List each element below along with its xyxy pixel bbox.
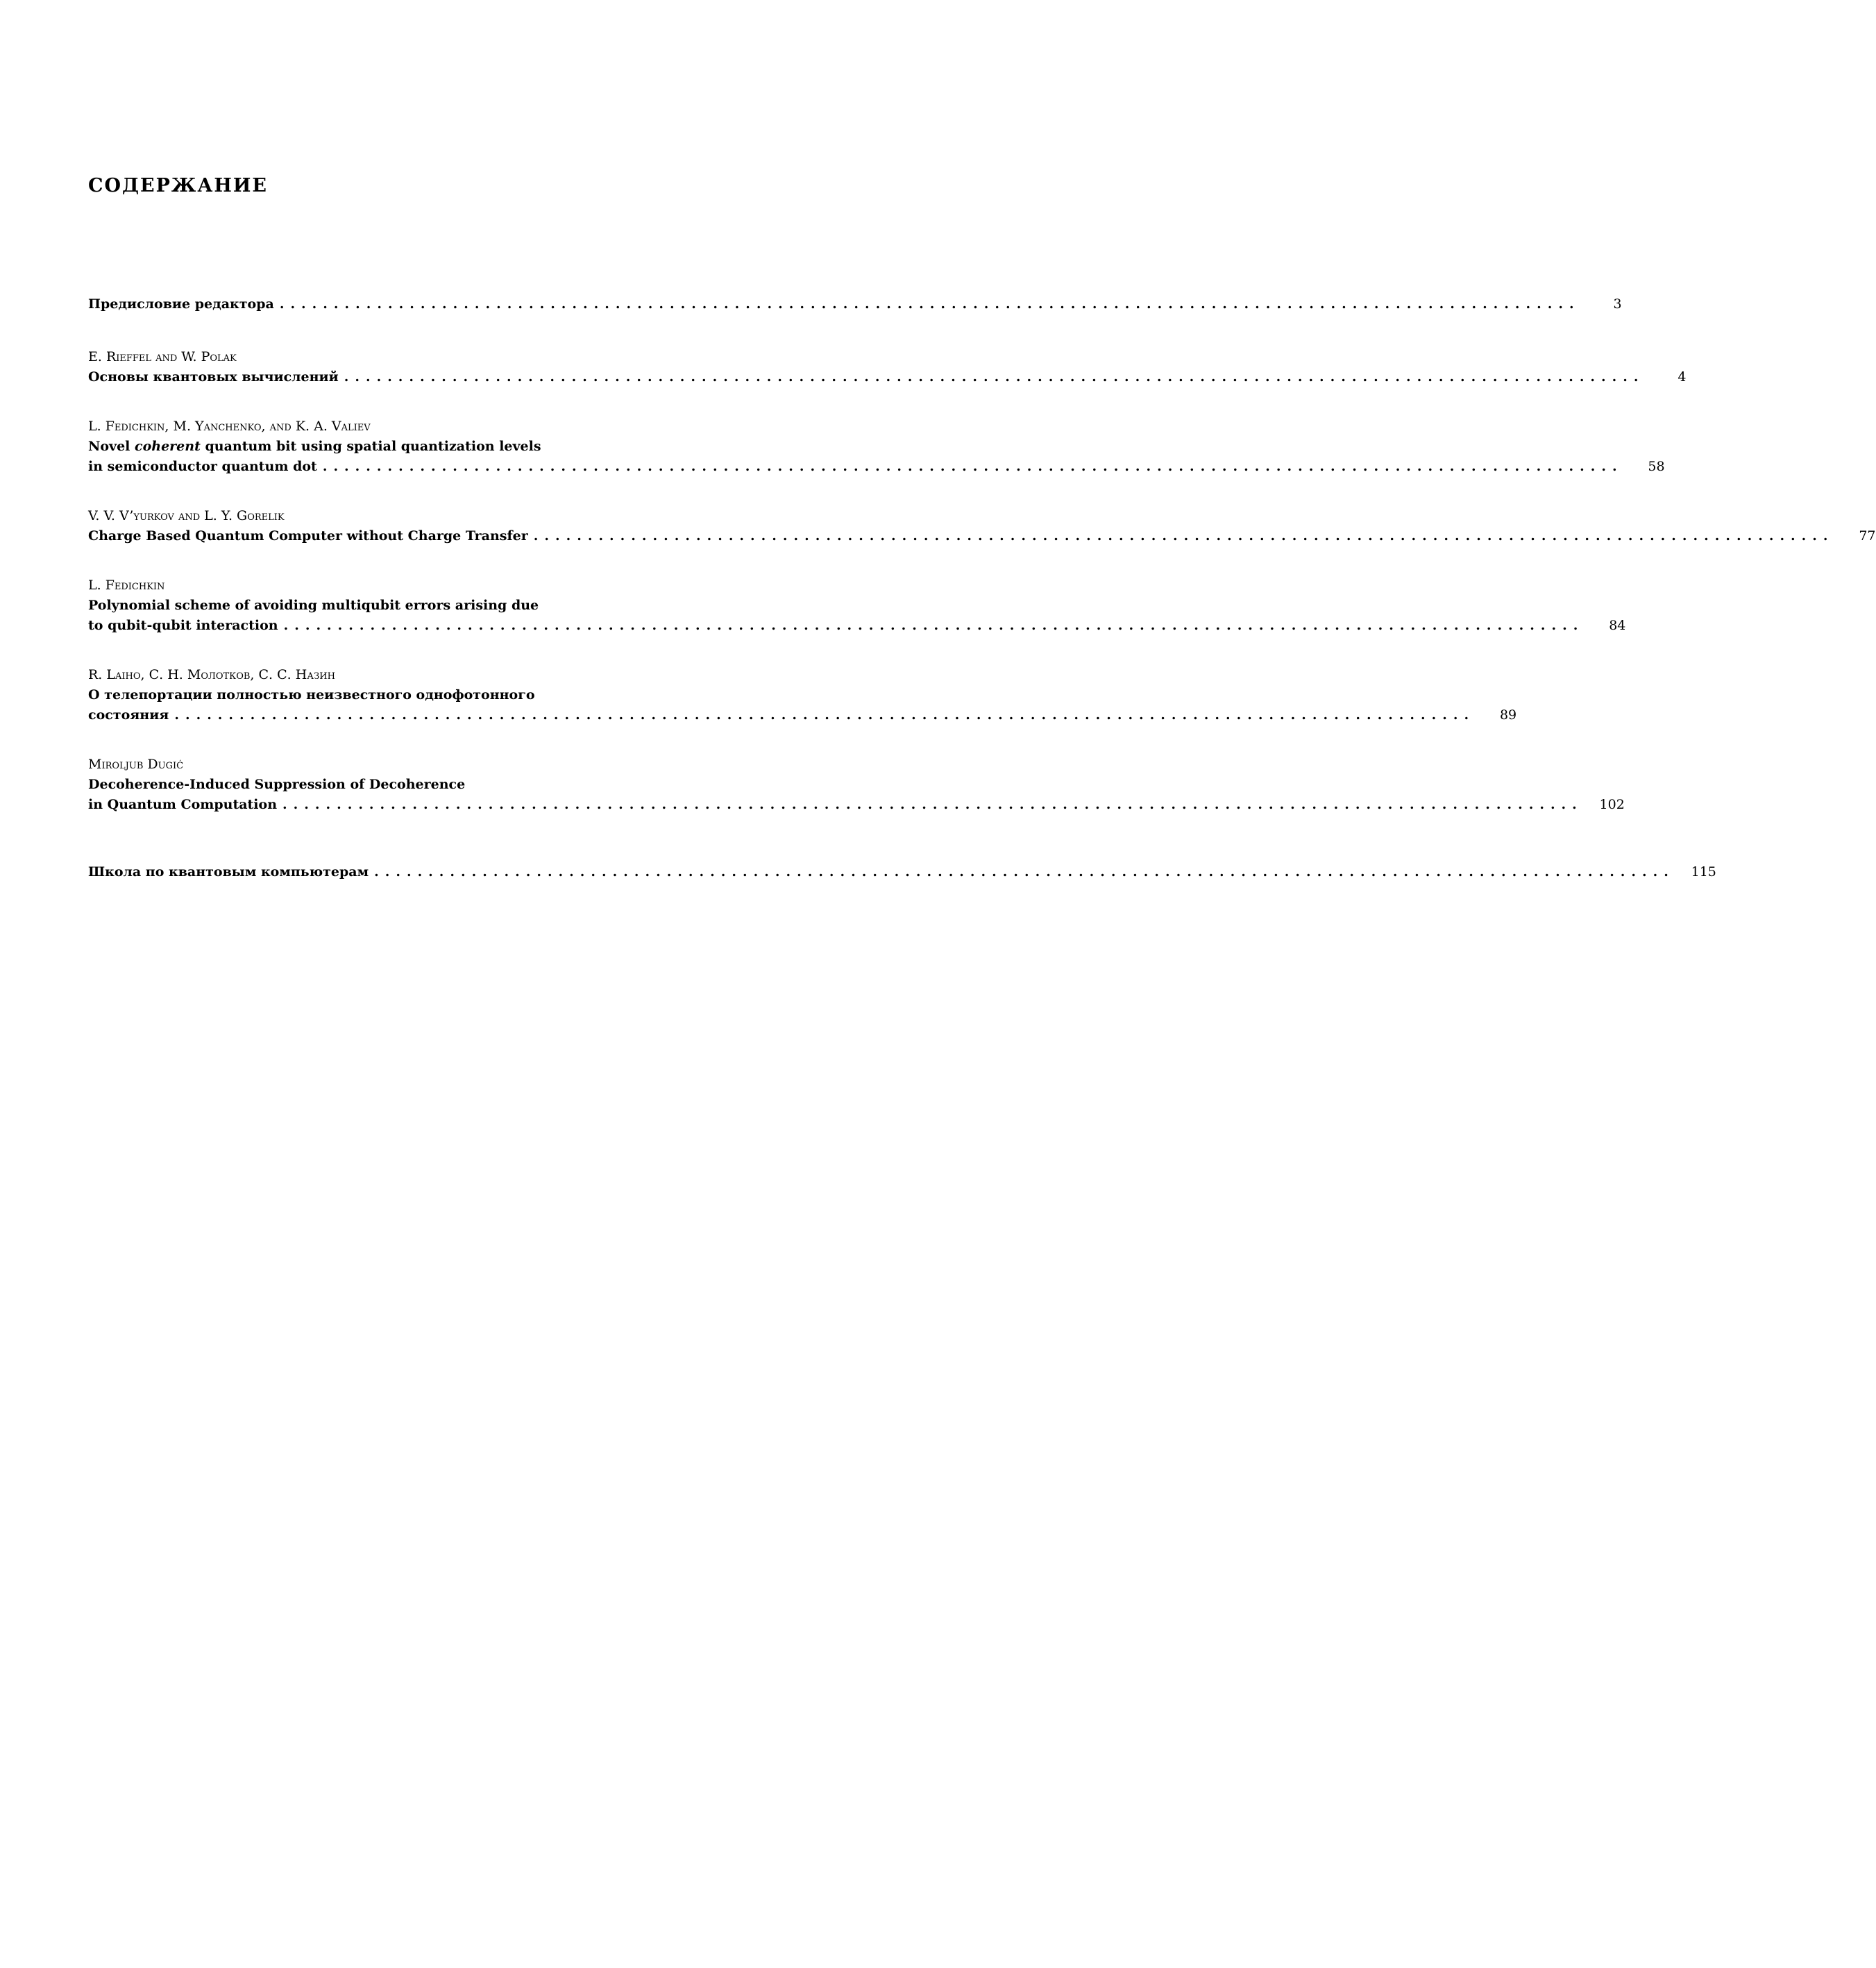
entry-title: состояния xyxy=(88,707,169,723)
entry-authors: L. Fedichkin xyxy=(88,578,165,593)
entry-title-part: quantum bit using spatial quantization levels xyxy=(200,439,541,454)
toc-entry-dugic[interactable] xyxy=(88,755,1625,815)
entry-authors: Miroljub Dugić xyxy=(88,757,184,772)
page-number: 102 xyxy=(1599,797,1625,812)
entry-authors: V. V. V’yurkov and L. Y. Gorelik xyxy=(88,508,285,523)
entry-title-line: О телепортации полностью неизвестного однофотонного xyxy=(88,687,535,703)
toc-line xyxy=(88,367,1687,387)
toc-entry-preface[interactable] xyxy=(88,294,1622,314)
toc-line xyxy=(88,795,1625,815)
entry-title-line: Polynomial scheme of avoiding multiqubit errors arising due xyxy=(88,598,539,613)
dot-leader: ........................................................................................................................ xyxy=(283,618,1585,633)
toc-entry-school[interactable] xyxy=(88,862,1716,882)
entry-title-line xyxy=(88,437,674,457)
entry-title-line: Decoherence-Induced Suppression of Decoherence xyxy=(88,777,466,792)
dot-leader: ........................................................................................................................ xyxy=(322,459,1623,474)
toc-line xyxy=(88,457,1665,477)
dot-leader: ........................................................................................................................ xyxy=(344,369,1645,385)
entry-title-emphasis: coherent xyxy=(135,439,201,454)
dot-leader: ........................................................................................................................ xyxy=(279,296,1580,312)
page-number: 77 xyxy=(1859,528,1876,544)
page-number: 4 xyxy=(1678,369,1687,385)
entry-title-part: Novel xyxy=(88,439,135,454)
entry-title: in Quantum Computation xyxy=(88,797,278,812)
page-number: 115 xyxy=(1691,864,1716,880)
dot-leader: ........................................................................................................................ xyxy=(174,707,1476,723)
dot-leader: ........................................................................................................................ xyxy=(282,797,1583,812)
entry-title: Школа по квантовым компьютерам xyxy=(88,864,369,880)
toc-entry-vyurkov-gorelik[interactable] xyxy=(88,506,1876,546)
toc-line xyxy=(88,705,1517,725)
toc-line xyxy=(88,526,1876,546)
dot-leader: ........................................................................................................................ xyxy=(374,864,1675,880)
entry-authors: E. Rieffel and W. Polak xyxy=(88,349,237,364)
entry-authors: L. Fedichkin, M. Yanchenko, and K. A. Valiev xyxy=(88,419,371,434)
entry-title: Основы квантовых вычислений xyxy=(88,369,339,385)
toc-entry-fedichkin[interactable] xyxy=(88,575,1626,636)
entry-authors: R. Laiho, С. Н. Молотков, С. С. Назин xyxy=(88,667,335,682)
toc-entry-fedichkin-yanchenko-valiev[interactable] xyxy=(88,417,1665,477)
page-number: 89 xyxy=(1499,707,1517,723)
page-number: 84 xyxy=(1609,618,1626,633)
page-title: СОДЕРЖАНИЕ xyxy=(88,175,268,196)
page-number: 58 xyxy=(1648,459,1665,474)
entry-title: in semiconductor quantum dot xyxy=(88,459,317,474)
toc-line xyxy=(88,616,1626,636)
toc-line xyxy=(88,294,1622,314)
toc-line xyxy=(88,862,1716,882)
page-number: 3 xyxy=(1613,296,1622,312)
entry-title: Charge Based Quantum Computer without Charge Transfer xyxy=(88,528,528,544)
entry-title: to qubit-qubit interaction xyxy=(88,618,278,633)
dot-leader: ........................................................................................................................ xyxy=(533,528,1834,544)
entry-title: Предисловие редактора xyxy=(88,296,274,312)
toc-entry-laiho-molotkov-nazin[interactable] xyxy=(88,665,1517,725)
toc-entry-rieffel-polak[interactable] xyxy=(88,347,1687,387)
